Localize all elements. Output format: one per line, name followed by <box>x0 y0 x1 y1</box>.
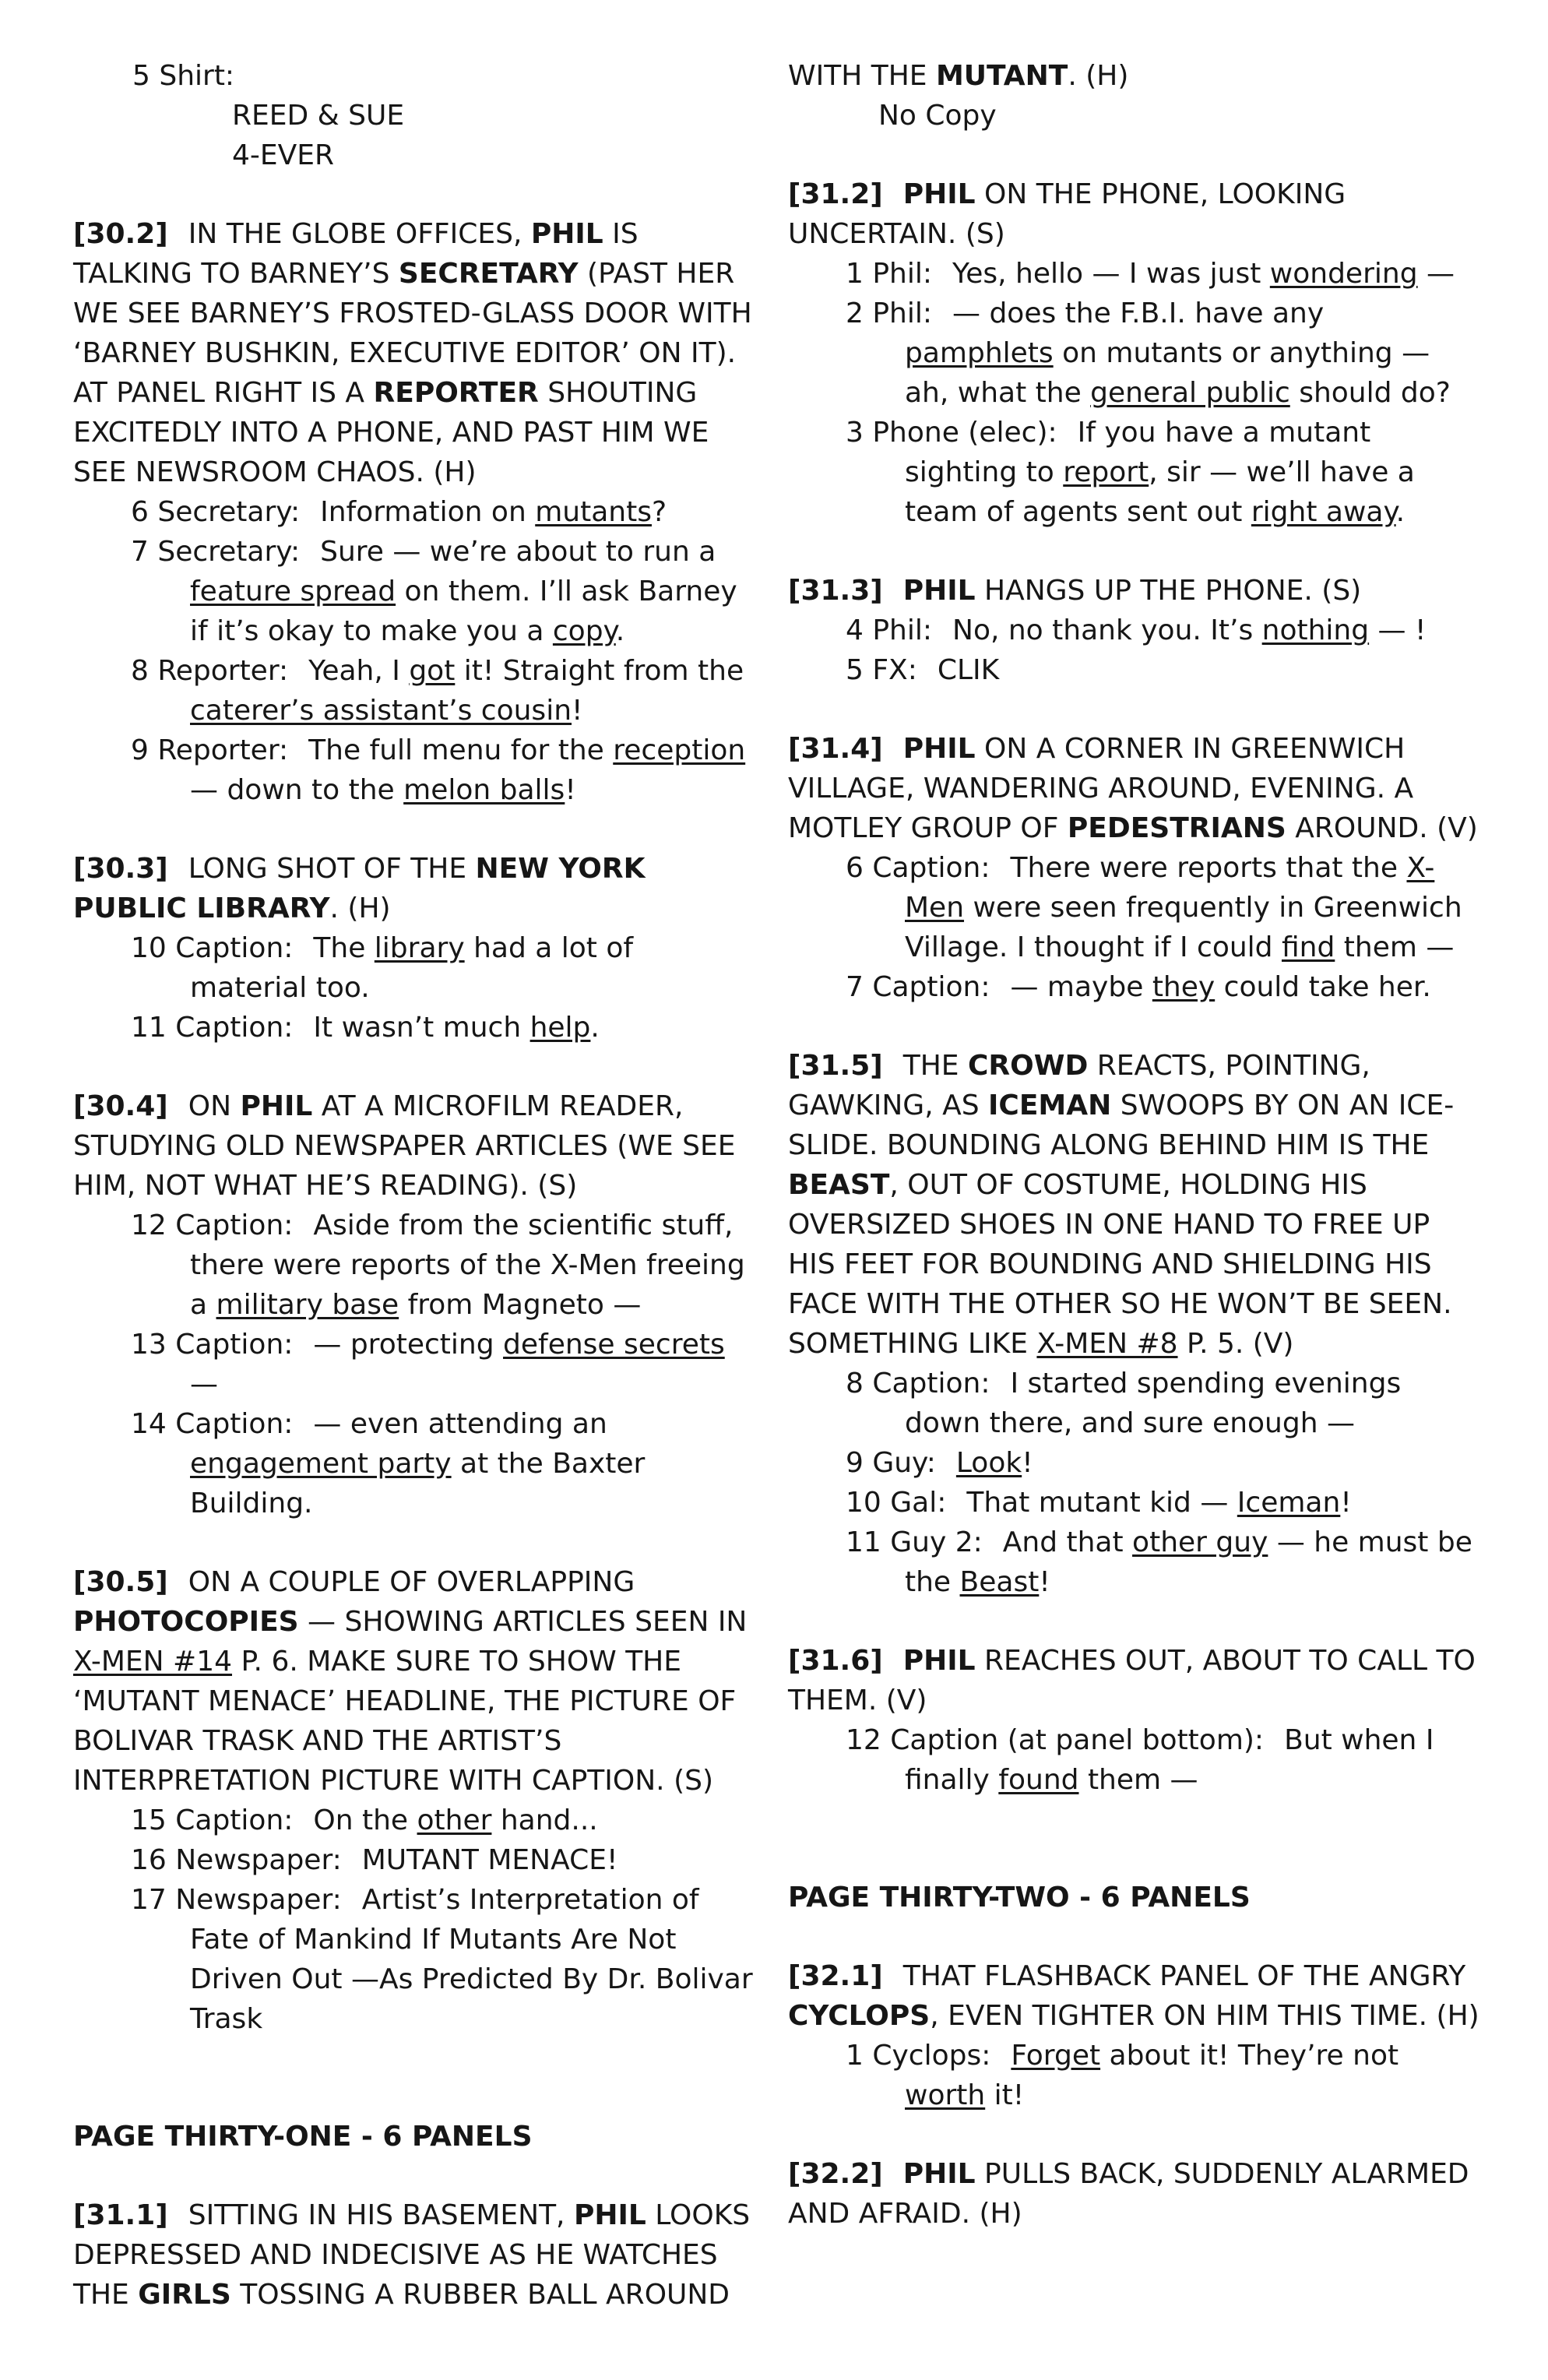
panel-description-continued: WITH THE MUTANT. (H) <box>788 60 1129 92</box>
dialogue-line: 11 Caption: It wasn’t much help. <box>131 1012 600 1044</box>
dialogue-line: 10 Caption: The library had a lot of material too. <box>131 932 634 1004</box>
no-copy-note: No Copy <box>878 100 997 132</box>
shirt-text-line: 4-EVER <box>232 139 335 171</box>
dialogue-line: 9 Guy: Look! <box>846 1447 1033 1479</box>
panel-description-31-4: [31.4] PHIL ON A CORNER IN GREENWICH VILLAGE, WANDERING AROUND, EVENING. A MOTLEY GROUP OF PEDESTRIANS AROUND. (V) <box>788 733 1478 844</box>
left-column <box>73 56 758 2315</box>
dialogue-line: 1 Cyclops: Forget about it! They’re not worth it! <box>846 2040 1399 2111</box>
panel-description-30-3: [30.3] LONG SHOT OF THE NEW YORK PUBLIC LIBRARY. (H) <box>73 853 646 924</box>
dialogue-line: 13 Caption: — protecting defense secrets — <box>131 1329 725 1400</box>
dialogue-line: 12 Caption: Aside from the scientific stuff, there were reports of the X-Men freeing a military base from Magneto — <box>131 1209 745 1321</box>
dialogue-line: 12 Caption (at panel bottom): But when I finally found them — <box>846 1724 1434 1796</box>
panel-description-32-2: [32.2] PHIL PULLS BACK, SUDDENLY ALARMED AND AFRAID. (H) <box>788 2158 1469 2230</box>
dialogue-line: 17 Newspaper: Artist’s Interpretation of Fate of Mankind If Mutants Are Not Driven Out —As Predicted By Dr. Bolivar Trask <box>131 1884 753 2035</box>
dialogue-line: 8 Reporter: Yeah, I got it! Straight from the caterer’s assistant’s cousin! <box>131 655 744 727</box>
dialogue-line: 8 Caption: I started spending evenings down there, and sure enough — <box>846 1368 1402 1439</box>
panel-description-31-1: [31.1] SITTING IN HIS BASEMENT, PHIL LOOKS DEPRESSED AND INDECISIVE AS HE WATCHES THE GIRLS TOSSING A RUBBER BALL AROUND <box>73 2199 751 2311</box>
shirt-text-line: REED & SUE <box>232 100 405 132</box>
dialogue-line: 10 Gal: That mutant kid — Iceman! <box>846 1487 1352 1519</box>
dialogue-line: 3 Phone (elec): If you have a mutant sighting to report, sir — we’ll have a team of agents sent out right away. <box>846 417 1415 528</box>
dialogue-line: 7 Secretary: Sure — we’re about to run a feature spread on them. I’ll ask Barney if it’s okay to make you a copy. <box>131 536 737 647</box>
dialogue-line: 11 Guy 2: And that other guy — he must be the Beast! <box>846 1526 1472 1598</box>
panel-description-30-4: [30.4] ON PHIL AT A MICROFILM READER, STUDYING OLD NEWSPAPER ARTICLES (WE SEE HIM, NOT WHAT HE’S READING). (S) <box>73 1090 736 1202</box>
panel-description-31-6: [31.6] PHIL REACHES OUT, ABOUT TO CALL TO THEM. (V) <box>788 1645 1476 1716</box>
page-heading: PAGE THIRTY-TWO - 6 PANELS <box>788 1882 1251 1914</box>
dialogue-line: 5 Shirt: <box>132 60 235 92</box>
panel-description-30-2: [30.2] IN THE GLOBE OFFICES, PHIL IS TALKING TO BARNEY’S SECRETARY (PAST HER WE SEE BARNEY’S FROSTED-GLASS DOOR WITH ‘BARNEY BUSHKIN, EXECUTIVE EDITOR’ ON IT). AT PANEL RIGHT IS A REPORTER SHOUTING EXCITEDLY INTO A PHONE, AND PAST HIM WE SEE NEWSROOM CHAOS. (H) <box>73 218 752 488</box>
dialogue-line: 1 Phil: Yes, hello — I was just wondering — <box>846 258 1455 290</box>
panel-description-30-5: [30.5] ON A COUPLE OF OVERLAPPING PHOTOCOPIES — SHOWING ARTICLES SEEN IN X-MEN #14 P. 6. MAKE SURE TO SHOW THE ‘MUTANT MENACE’ HEADLINE, THE PICTURE OF BOLIVAR TRASK AND THE ARTIST’S INTERPRETATION PICTURE WITH CAPTION. (S) <box>73 1566 748 1797</box>
dialogue-line: 5 FX: CLIK <box>846 654 1000 686</box>
dialogue-line: 15 Caption: On the other hand... <box>131 1804 598 1836</box>
page-heading: PAGE THIRTY-ONE - 6 PANELS <box>73 2121 533 2153</box>
panel-description-31-2: [31.2] PHIL ON THE PHONE, LOOKING UNCERTAIN. (S) <box>788 178 1346 250</box>
dialogue-line: 9 Reporter: The full menu for the reception — down to the melon balls! <box>131 734 746 806</box>
dialogue-line: 14 Caption: — even attending an engagement party at the Baxter Building. <box>131 1408 646 1519</box>
dialogue-line: 16 Newspaper: MUTANT MENACE! <box>131 1844 618 1876</box>
panel-description-31-3: [31.3] PHIL HANGS UP THE PHONE. (S) <box>788 575 1362 607</box>
panel-description-31-5: [31.5] THE CROWD REACTS, POINTING, GAWKING, AS ICEMAN SWOOPS BY ON AN ICE-SLIDE. BOUNDING ALONG BEHIND HIM IS THE BEAST, OUT OF COSTUME, HOLDING HIS OVERSIZED SHOES IN ONE HAND TO FREE UP HIS FEET FOR BOUNDING AND SHIELDING HIS FACE WITH THE OTHER SO HE WON’T BE SEEN. SOMETHING LIKE X-MEN #8 P. 5. (V) <box>788 1050 1455 1360</box>
right-column <box>788 56 1481 2234</box>
dialogue-line: 7 Caption: — maybe they could take her. <box>846 971 1431 1003</box>
dialogue-line: 6 Caption: There were reports that the X-Men were seen frequently in Greenwich Village. I thought if I could find them — <box>846 852 1462 963</box>
panel-description-32-1: [32.1] THAT FLASHBACK PANEL OF THE ANGRY CYCLOPS, EVEN TIGHTER ON HIM THIS TIME. (H) <box>788 1960 1479 2032</box>
dialogue-line: 6 Secretary: Information on mutants? <box>131 496 667 528</box>
dialogue-line: 4 Phil: No, no thank you. It’s nothing — ! <box>846 614 1427 646</box>
dialogue-line: 2 Phil: — does the F.B.I. have any pamphlets on mutants or anything — ah, what the general public should do? <box>846 298 1451 409</box>
